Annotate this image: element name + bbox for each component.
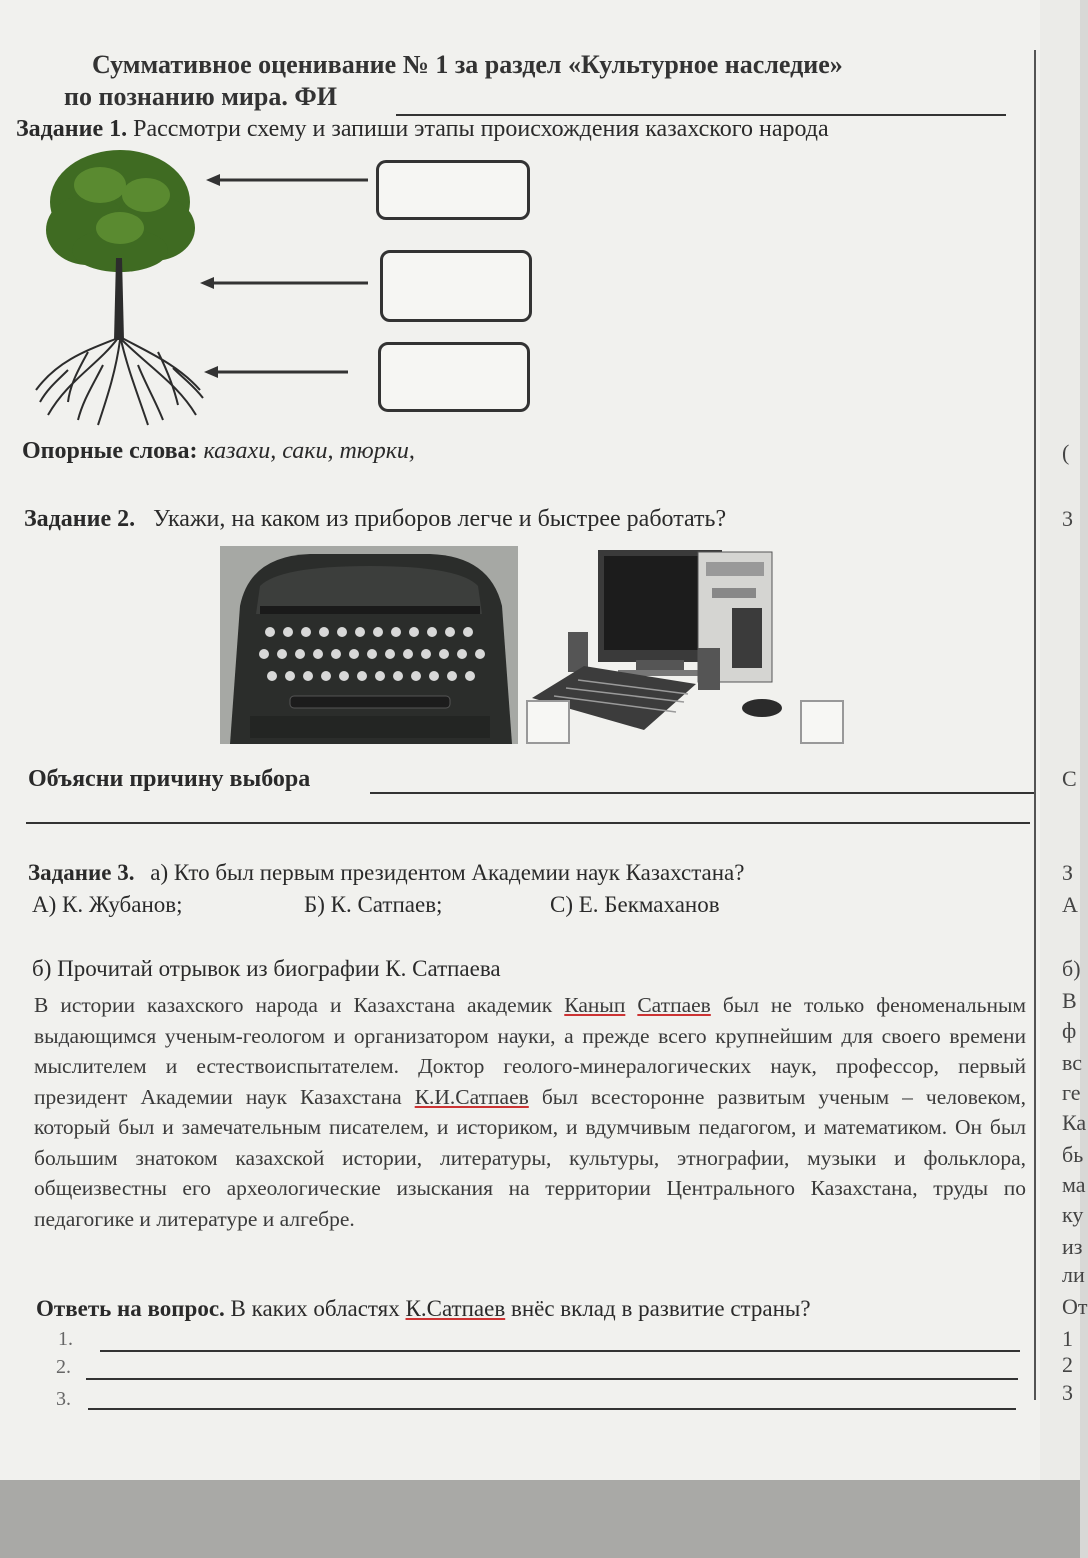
column-divider (1034, 50, 1036, 1400)
right-fragment: ку (1062, 1202, 1084, 1227)
task3-option-a[interactable]: А) К. Жубанов; (32, 892, 183, 917)
tree-with-roots-icon (28, 140, 208, 430)
right-fragment: От (1062, 1294, 1088, 1319)
stage-answer-box-1[interactable] (376, 160, 530, 220)
task3-option-b[interactable]: Б) К. Сатпаев; (304, 892, 443, 917)
task2-heading (24, 506, 726, 533)
right-fragment: 1 (1062, 1326, 1073, 1351)
answer-number-1: 1. (58, 1328, 73, 1350)
worksheet-title-line2: по познанию мира. ФИ (64, 82, 337, 111)
right-fragment: В (1062, 988, 1077, 1013)
right-fragment: А (1062, 892, 1078, 917)
right-fragment: вс (1062, 1050, 1083, 1075)
answer-label: Ответь на вопрос. (36, 1296, 225, 1321)
right-fragment: ли (1062, 1262, 1085, 1287)
task2-text: Укажи, на каком из приборов легче и быстрее работать? (153, 506, 727, 532)
right-fragment: Ка (1062, 1110, 1087, 1135)
task3-heading (28, 860, 744, 886)
page-bottom-edge (0, 1480, 1080, 1558)
explain-answer-line-2[interactable] (26, 822, 1030, 824)
worksheet-title-line1: Суммативное оценивание № 1 за раздел «Культурное наследие» (92, 50, 843, 79)
right-column-fragment (1040, 0, 1088, 1480)
task3-question-a: а) Кто был первым президентом Академии наук Казахстана? (150, 860, 745, 885)
typewriter-choice-checkbox[interactable] (526, 700, 570, 744)
answer-line-1[interactable] (100, 1350, 1020, 1352)
arrow-left-icon (204, 170, 370, 190)
task1-label: Задание 1. (16, 116, 128, 142)
keywords-text: казахи, саки, тюрки, (203, 438, 415, 464)
right-fragment: б) (1062, 956, 1081, 981)
right-fragment: З (1062, 860, 1074, 885)
typewriter-image (220, 546, 518, 744)
right-fragment: бь (1062, 1142, 1084, 1167)
keywords-line (22, 438, 415, 465)
task3-label: Задание 3. (28, 860, 135, 885)
right-fragment: 3 (1062, 506, 1073, 531)
arrow-left-icon (198, 273, 370, 293)
answer-question: Ответь на вопрос. В каких областях К.Сатпаев внёс вклад в развитие страны? (36, 1296, 811, 1321)
right-fragment: ф (1062, 1018, 1077, 1043)
stage-answer-box-2[interactable] (380, 250, 532, 322)
right-fragment: 3 (1062, 1380, 1073, 1405)
biography-passage: В истории казахского народа и Казахстана академик Канып Сатпаев был не только феноменальным выдающимся ученым-геологом и организатором науки, а прежде всего крупнейшим для своего времени мыслителем и естествоиспытателем. Доктор геолого-минералогических наук, профессор, первый президент Академии наук Казахстана К.И.Сатпаев был всесторонне развитым ученым – человеком, который был и замечательным писателем, и историком, и вдумчивым педагогом, и математиком. Он был большим знатоком казахской истории, литературы, культуры, этнографии, музыки и фольклора, общеизвестны его археологические изыскания на территории Центрального Казахстана, труды по педагогике и литературе и алгебре. (34, 993, 1026, 1231)
answer-number-2: 2. (56, 1356, 71, 1378)
answer-number-3: 3. (56, 1388, 71, 1410)
answer-line-3[interactable] (88, 1408, 1016, 1410)
stage-answer-box-3[interactable] (378, 342, 530, 412)
task1-text: Рассмотри схему и запиши этапы происхождения казахского народа (133, 116, 829, 142)
right-fragment: из (1062, 1234, 1083, 1259)
right-fragment: ге (1062, 1080, 1081, 1105)
right-fragment: С (1062, 766, 1077, 791)
keywords-label: Опорные слова: (22, 438, 198, 464)
right-fragment: ма (1062, 1172, 1086, 1197)
arrow-left-icon (202, 362, 350, 382)
task3-part-b-title: б) Прочитай отрывок из биографии К. Сатпаева (32, 956, 501, 981)
task1-heading (16, 116, 829, 143)
explain-answer-line-1[interactable] (370, 792, 1036, 794)
computer-choice-checkbox[interactable] (800, 700, 844, 744)
task3-option-c[interactable]: С) Е. Бекмаханов (550, 892, 720, 917)
task2-label: Задание 2. (24, 506, 136, 532)
right-fragment: ( (1062, 440, 1070, 465)
explain-label: Объясни причину выбора (28, 766, 311, 792)
answer-line-2[interactable] (86, 1378, 1018, 1380)
right-fragment: 2 (1062, 1352, 1073, 1377)
